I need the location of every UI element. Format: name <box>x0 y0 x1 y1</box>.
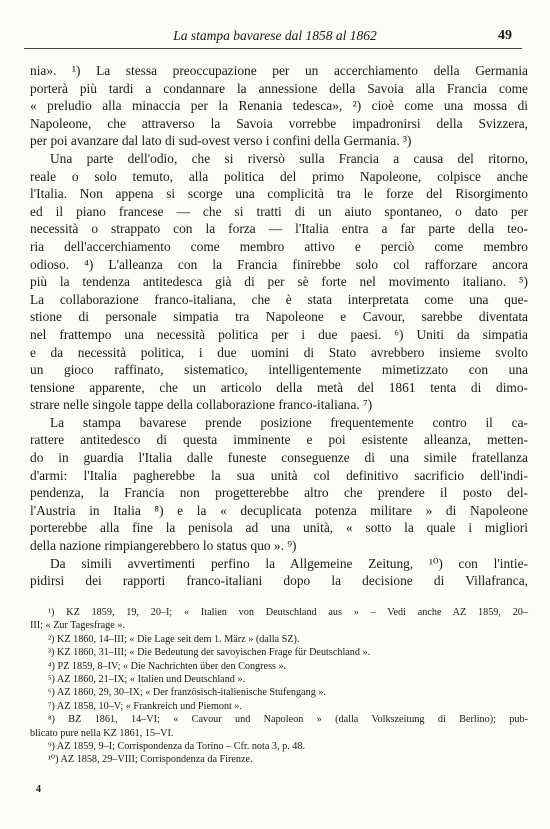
text-line: pidirsi dei rapporti franco-italiani dopo la decisione di Villafranca, <box>30 573 528 589</box>
text-line: nia». ¹) La stessa preoccupazione per un accerchiamento della Germania <box>30 63 528 78</box>
footnote-5: ⁵) AZ 1860, 21–IX; « Italien und Deutschland ». <box>48 674 246 686</box>
text-line: ria dell'accerchiamento come membro attivo e perciò come membro <box>30 238 528 254</box>
footnote-10: ¹⁰) AZ 1858, 29–VIII; Corrispondenza da Firenze. <box>48 754 253 766</box>
footnote-8: ⁸) BZ 1861, 14–VI; « Cavour und Napoleon » (dalla Volkszeitung di Berlino); pub- <box>48 714 528 726</box>
footnote-9: ⁹) AZ 1859, 9–I; Corrispondenza da Torino – Cfr. nota 3, p. 48. <box>48 741 306 753</box>
text-line: « preludio alla minaccia per la Renania tedesca», ²) cioè come una mossa di <box>30 98 528 114</box>
paragraph-2 <box>30 150 528 414</box>
footnote-6: ⁶) AZ 1860, 29, 30–IX; « Der französisch-italienische Stufengang ». <box>48 687 326 699</box>
text-line: La stampa bavarese prende posizione frequentemente contro il ca- <box>50 414 528 430</box>
text-line: Da simili avvertimenti perfino la Allgemeine Zeitung, ¹⁰) con l'intie- <box>50 555 528 571</box>
text-line: l'Austria in Italia ⁸) e la « decuplicata potenza militare » di Napoleone <box>30 502 528 518</box>
text-line: d'armi: l'Italia pagherebbe la sua unità col definitivo sacrificio dell'indi- <box>30 467 528 483</box>
text-line: strare nelle singole tappe della collaborazione franco-italiana. ⁷) <box>30 397 373 413</box>
text-line: nel frattempo una necessità politica per i due paesi. ⁶) Uniti da simpatia <box>30 326 528 342</box>
text-line: più la tendenza antitedesca già di per sè forte nel movimento italiano. ⁵) <box>30 274 528 290</box>
header-rule <box>24 48 522 49</box>
running-title: La stampa bavarese dal 1858 al 1862 <box>173 28 377 43</box>
page-number: 49 <box>498 28 512 43</box>
text-line: l'Italia. Non appena si scorge una complicità tra le forze del Risorgimento <box>30 186 528 202</box>
paragraph-4 <box>30 555 528 590</box>
text-line: La collaborazione franco-italiana, che è stata interpretata come una que- <box>30 291 528 307</box>
footnote-1-cont: III; « Zur Tagesfrage ». <box>30 620 125 632</box>
text-line: e da necessità politica, i due uomini di Stato avrebbero insieme svolto <box>30 344 528 360</box>
footnote-2: ²) KZ 1860, 14–III; « Die Lage seit dem 1. März » (dalla SZ). <box>48 633 300 645</box>
printer-signature: 4 <box>36 784 41 795</box>
text-line: pendenza, la Francia non progetterebbe altro che prendere il posto del- <box>30 485 528 501</box>
paragraph-1 <box>30 62 528 150</box>
text-line: odioso. ⁴) L'alleanza con la Francia finirebbe solo col rafforzare ancora <box>30 256 528 272</box>
text-line: necessità o strappato con la forza — l'Italia entra a far parte della teo- <box>30 221 528 237</box>
footnote-3: ³) KZ 1860, 31–III; « Die Bedeutung der savoyischen Frage für Deutschland ». <box>48 647 371 659</box>
text-line: stione di personale simpatia tra Napoleone e Cavour, sarebbe diventata <box>30 309 528 325</box>
text-line: ed il piano francese — che si tratti di un aiuto spontaneo, o dato per <box>30 203 528 219</box>
paragraph-3 <box>30 414 528 555</box>
text-line: un gioco raffinato, sistematico, intelligentemente mimetizzato con una <box>30 362 528 378</box>
footnote-8-cont: blicato pure nella KZ 1861, 15–VI. <box>30 727 174 739</box>
text-line: tensione apparente, che un articolo della metà del 1861 tenta di dimo- <box>30 379 528 395</box>
text-line: Una parte dell'odio, che si riversò sulla Francia a causa del ritorno, <box>50 150 528 166</box>
text-line: porterebbe alla fine la penisola ad una unità, « sotto la quale i migliori <box>30 520 528 536</box>
text-line: do in guardia l'Italia dalle funeste conseguenze di una simile fratellanza <box>30 450 528 466</box>
footnotes <box>30 606 528 767</box>
footnote-7: ⁷) AZ 1858, 10–V; « Frankreich und Piemont ». <box>48 700 243 712</box>
text-line: della nazione rimpiangerebbero lo status quo ». ⁹) <box>30 538 297 554</box>
body-text <box>30 62 528 590</box>
text-line: per poi avanzare dal lato di sud-ovest verso i confini della Germania. ³) <box>30 133 412 149</box>
text-line: porterà più tardi a condannare la annessione della Savoia alla Francia come <box>30 80 528 96</box>
text-line: rattere antitedesco di questa imminente e poi esistente alleanza, metten- <box>30 432 528 448</box>
text-line: reale o solo temuto, alla politica del primo Napoleone, colpisce anche <box>30 168 528 184</box>
footnote-4: ⁴) PZ 1859, 8–IV; « Die Nachrichten über den Congress ». <box>48 660 287 672</box>
text-line: Napoleone, che attraverso la Savoia vorrebbe impadronirsi della Svizzera, <box>30 115 528 131</box>
footnote-1: ¹) KZ 1859, 19, 20–I; « Italien von Deutschland aus » – Vedi anche AZ 1859, 20– <box>48 607 528 618</box>
